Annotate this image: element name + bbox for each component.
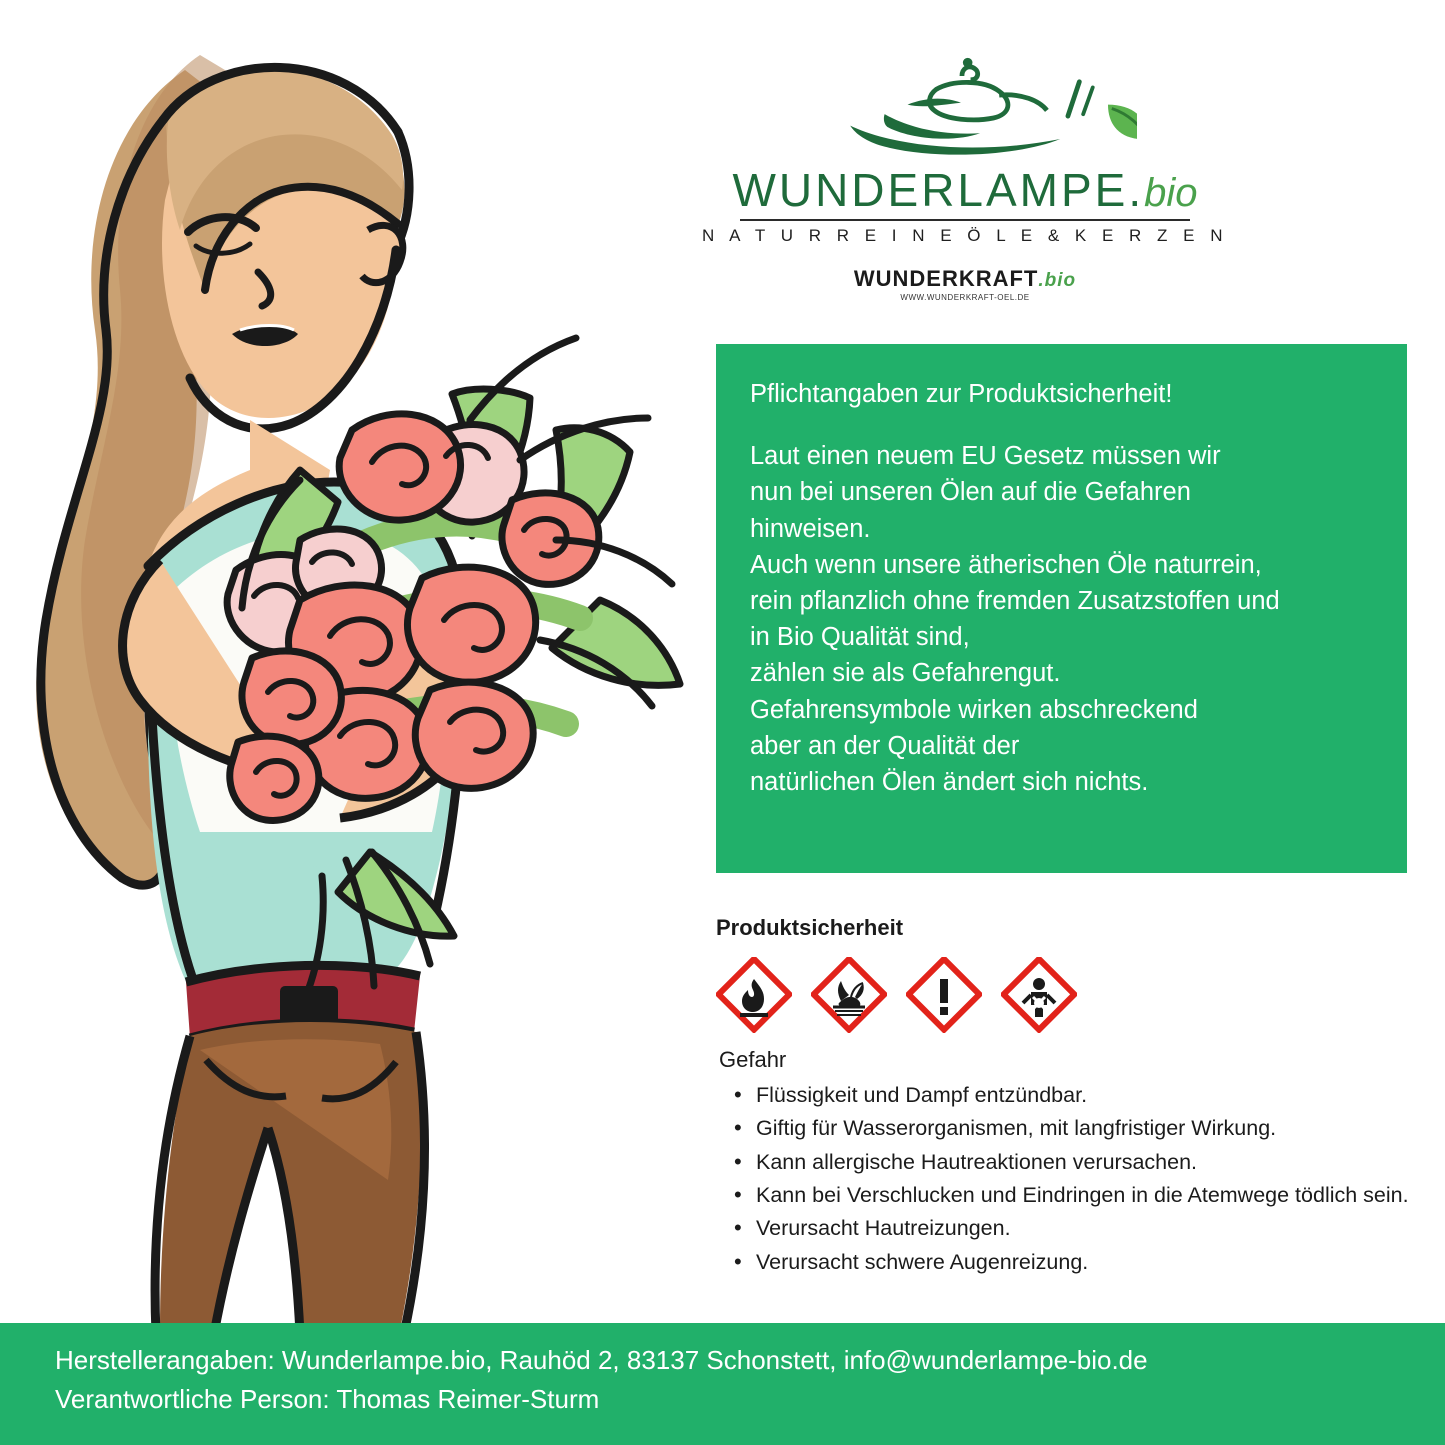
hazard-statement: • Verursacht Hautreizungen.	[728, 1212, 1416, 1245]
signal-word: Gefahr	[719, 1047, 787, 1072]
notice-line-8: Gefahrensymbole wirken abschreckend	[750, 695, 1198, 724]
notice-line-9: aber an der Qualität der	[750, 731, 1020, 760]
ghs02-flammable-icon	[716, 957, 792, 1033]
hazard-statement: • Giftig für Wasserorganismen, mit langfristiger Wirkung.	[728, 1112, 1416, 1145]
notice-line-2: nun bei unseren Ölen auf die Gefahren	[750, 478, 1191, 507]
oil-lamp-leaf-icon	[793, 55, 1137, 160]
logo-wordmark-text: WUNDERLAMPE.	[732, 164, 1145, 216]
product-safety-section	[716, 915, 1416, 1279]
hazard-statement-list	[728, 1079, 1416, 1279]
notice-heading: Pflichtangaben zur Produktsicherheit!	[750, 380, 1173, 408]
brand-logo	[700, 55, 1230, 302]
secondary-brand-url: WWW.WUNDERKRAFT-OEL.DE	[900, 293, 1030, 302]
notice-line-1: Laut einen neuem EU Gesetz müssen wir	[750, 442, 1221, 471]
notice-line-7: zählen sie als Gefahrengut.	[750, 659, 1061, 688]
manufacturer-details: Herstellerangaben: Wunderlampe.bio, Rauhöd 2, 83137 Schonstett, info@wunderlampe-bio.de	[55, 1345, 1148, 1375]
secondary-brand-name: WUNDERKRAFT	[853, 266, 1039, 291]
ghs08-health-hazard-icon	[1001, 957, 1077, 1033]
logo-divider	[740, 219, 1190, 221]
notice-line-6: in Bio Qualität sind,	[750, 623, 970, 652]
woman-with-flowers-illustration	[0, 0, 700, 1355]
logo-bio-text: bio	[1144, 171, 1198, 215]
notice-line-10: natürlichen Ölen ändert sich nichts.	[750, 768, 1149, 797]
secondary-brand-bio: .bio	[1038, 270, 1077, 291]
responsible-person: Verantwortliche Person: Thomas Reimer-Sturm	[55, 1384, 600, 1414]
hazard-statement: • Kann bei Verschlucken und Eindringen in die Atemwege tödlich sein.	[728, 1179, 1416, 1212]
logo-wordmark	[700, 164, 1230, 216]
ghs09-environment-icon	[811, 957, 887, 1033]
notice-spacer	[750, 412, 1373, 438]
product-safety-notice	[716, 344, 1407, 873]
ghs-pictogram-row	[716, 957, 1416, 1033]
secondary-brand	[700, 266, 1230, 292]
safety-section-title: Produktsicherheit	[716, 915, 904, 940]
ghs07-exclamation-icon	[906, 957, 982, 1033]
logo-tagline: N A T U R R E I N E Ö L E & K E R Z E N	[702, 226, 1228, 245]
notice-line-3: hinweisen.	[750, 514, 871, 543]
manufacturer-footer	[0, 1323, 1445, 1445]
hazard-statement: • Kann allergische Hautreaktionen verursachen.	[728, 1146, 1416, 1179]
notice-line-5: rein pflanzlich ohne fremden Zusatzstoffen und	[750, 587, 1280, 616]
notice-line-4: Auch wenn unsere ätherischen Öle naturrein,	[750, 550, 1262, 579]
hazard-statement: • Verursacht schwere Augenreizung.	[728, 1246, 1416, 1279]
hazard-statement: • Flüssigkeit und Dampf entzündbar.	[728, 1079, 1416, 1112]
